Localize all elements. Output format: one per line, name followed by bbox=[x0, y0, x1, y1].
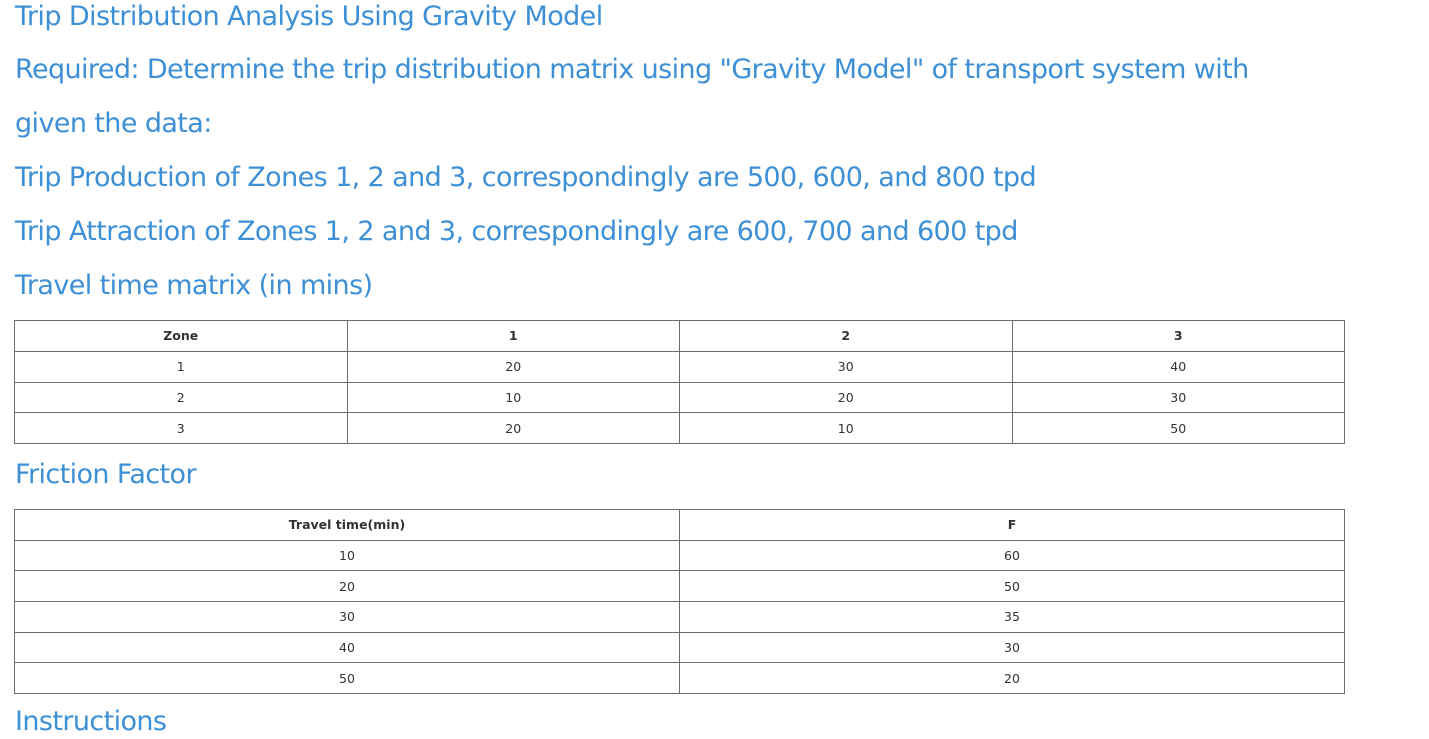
table-cell: 10 bbox=[680, 413, 1013, 444]
page-title: Trip Distribution Analysis Using Gravity Model bbox=[15, 1, 603, 32]
table-header-cell: 3 bbox=[1012, 321, 1345, 352]
friction-factor-table bbox=[14, 509, 1345, 694]
trip-production-text: Trip Production of Zones 1, 2 and 3, correspondingly are 500, 600, and 800 tpd bbox=[15, 162, 1037, 193]
table-header-cell: 2 bbox=[680, 321, 1013, 352]
table-cell: 20 bbox=[680, 663, 1345, 694]
table-header-cell: Zone bbox=[15, 321, 348, 352]
table-header-cell: F bbox=[680, 510, 1345, 541]
table-cell: 50 bbox=[15, 663, 680, 694]
friction-factor-heading: Friction Factor bbox=[15, 459, 196, 490]
table-cell: 50 bbox=[680, 571, 1345, 602]
table-cell: 20 bbox=[680, 382, 1013, 413]
table-cell: 30 bbox=[15, 602, 680, 633]
required-text-line-1: Required: Determine the trip distribution matrix using "Gravity Model" of transport system with bbox=[15, 54, 1249, 85]
table-row bbox=[15, 602, 1345, 633]
table-row bbox=[15, 413, 1345, 444]
table-header-row bbox=[15, 510, 1345, 541]
table-cell: 30 bbox=[680, 632, 1345, 663]
table-header-cell: Travel time(min) bbox=[15, 510, 680, 541]
table-cell: 60 bbox=[680, 540, 1345, 571]
required-text-line-2: given the data: bbox=[15, 108, 212, 139]
instructions-heading-cutoff: Instructions bbox=[15, 706, 167, 737]
table-cell: 35 bbox=[680, 602, 1345, 633]
table-row bbox=[15, 571, 1345, 602]
table-cell: 10 bbox=[347, 382, 680, 413]
trip-attraction-text: Trip Attraction of Zones 1, 2 and 3, correspondingly are 600, 700 and 600 tpd bbox=[15, 216, 1018, 247]
table-cell: 3 bbox=[15, 413, 348, 444]
table-row bbox=[15, 351, 1345, 382]
table-row bbox=[15, 382, 1345, 413]
table-cell: 50 bbox=[1012, 413, 1345, 444]
table-row bbox=[15, 540, 1345, 571]
travel-time-heading: Travel time matrix (in mins) bbox=[15, 270, 373, 301]
table-cell: 30 bbox=[1012, 382, 1345, 413]
table-cell: 40 bbox=[15, 632, 680, 663]
table-cell: 20 bbox=[347, 351, 680, 382]
table-header-cell: 1 bbox=[347, 321, 680, 352]
table-cell: 30 bbox=[680, 351, 1013, 382]
table-cell: 40 bbox=[1012, 351, 1345, 382]
travel-time-table bbox=[14, 320, 1345, 444]
table-cell: 10 bbox=[15, 540, 680, 571]
table-cell: 20 bbox=[347, 413, 680, 444]
table-cell: 2 bbox=[15, 382, 348, 413]
table-row bbox=[15, 663, 1345, 694]
table-cell: 20 bbox=[15, 571, 680, 602]
table-row bbox=[15, 632, 1345, 663]
table-cell: 1 bbox=[15, 351, 348, 382]
table-header-row bbox=[15, 321, 1345, 352]
